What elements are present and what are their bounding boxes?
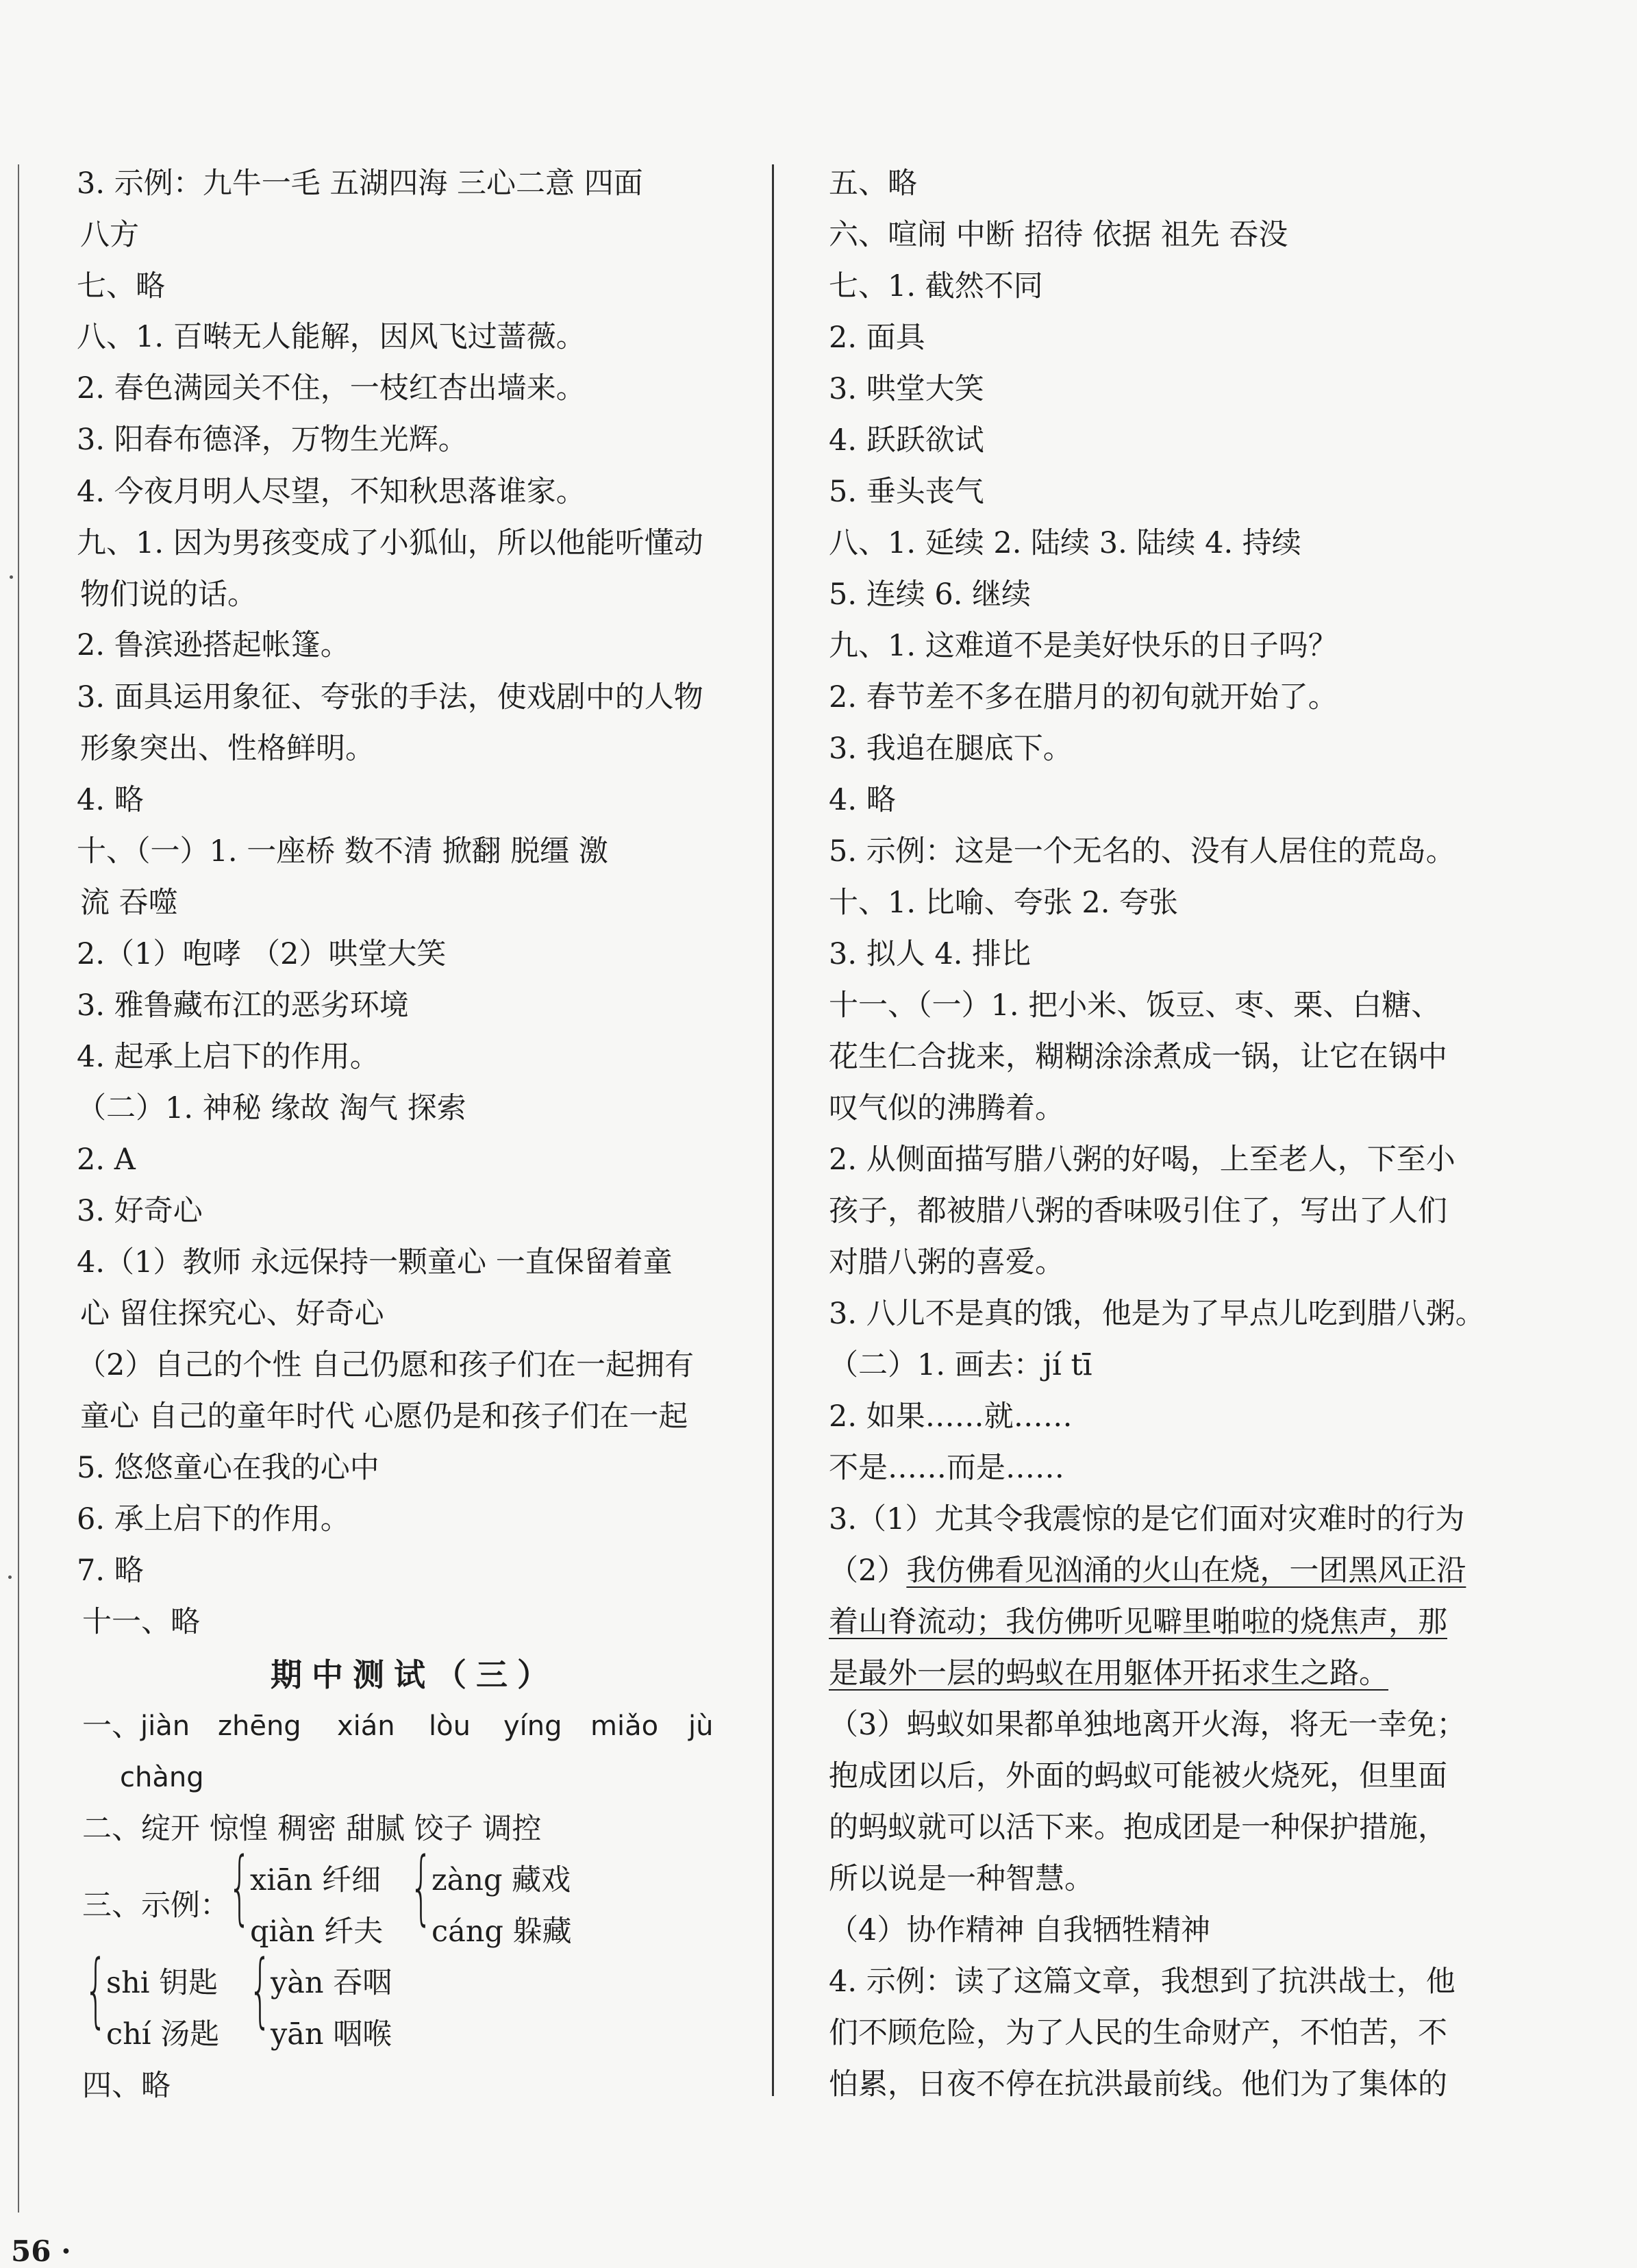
- answer-line: 花生仁合拢来，糊糊涂涂煮成一锅，让它在锅中: [829, 1040, 1447, 1074]
- answer-line: 流 吞噬: [80, 886, 178, 920]
- pinyin-word: jù: [688, 1710, 714, 1742]
- margin-dot: [8, 1575, 12, 1579]
- answer-line: 十、（一）1. 一座桥 数不清 掀翻 脱缰 激: [77, 834, 608, 869]
- answer-line: 叹气似的沸腾着。: [829, 1091, 1064, 1125]
- answer-line: 所以说是一种智慧。: [829, 1862, 1094, 1896]
- answer-line: 3. 我追在腿底下。: [829, 732, 1073, 766]
- answer-line: （3）蚂蚁如果都单独地离开火海，将无一幸免；: [829, 1708, 1466, 1742]
- answer-line: 九、1. 因为男孩变成了小狐仙，所以他能听懂动: [77, 526, 703, 560]
- answer-line: 3.（1）尤其令我震惊的是它们面对灾难时的行为: [829, 1502, 1465, 1536]
- answer-line: 九、1. 这难道不是美好快乐的日子吗？: [829, 629, 1338, 663]
- pinyin-word: miǎo: [590, 1710, 659, 1742]
- answer-line: 2. 从侧面描写腊八粥的好喝，上至老人，下至小: [829, 1143, 1455, 1177]
- answer-line: 八、1. 百啭无人能解，因风飞过蔷薇。: [77, 320, 586, 354]
- underlined-text: 我仿佛看见汹涌的火山在烧，一团黑风正沿: [906, 1554, 1466, 1588]
- answer-line: 6. 承上启下的作用。: [77, 1502, 350, 1536]
- answer-line: 4. 略: [829, 783, 896, 817]
- answer-line: 们不顾危险，为了人民的生命财产，不怕苦，不: [829, 2016, 1447, 2050]
- pinyin-word: xián: [337, 1710, 395, 1742]
- answer-line: 二、绽开 惊惶 稠密 甜腻 饺子 调控: [82, 1812, 542, 1846]
- polyphone-top: yàn 吞咽: [271, 1966, 392, 2000]
- answer-line: 的蚂蚁就可以活下来。抱成团是一种保护措施，: [829, 1810, 1447, 1845]
- underlined-text: 是最外一层的蚂蚁在用躯体开拓求生之路。: [829, 1656, 1388, 1691]
- answer-line: 十、1. 比喻、夸张 2. 夸张: [829, 886, 1179, 920]
- answer-line: 4. 略: [77, 783, 144, 817]
- pinyin-word: chàng: [120, 1762, 204, 1793]
- answer-line: 2. 春色满园关不住，一枝红杏出墙来。: [77, 371, 586, 406]
- answer-line: 八方: [80, 218, 139, 252]
- brace-icon: {: [249, 1942, 272, 2036]
- answer-line: 5. 连续 6. 继续: [829, 577, 1032, 612]
- pinyin-label: 一、: [82, 1709, 141, 1743]
- answer-line: 3. 面具运用象征、夸张的手法，使戏剧中的人物: [77, 680, 703, 714]
- answer-line: 4. 今夜月明人尽望，不知秋思落谁家。: [77, 475, 586, 509]
- answer-label: 三、示例：: [82, 1889, 229, 1923]
- left-margin-rule: [18, 164, 19, 2213]
- brace-icon: {: [410, 1839, 433, 1934]
- answer-line: 抱成团以后，外面的蚂蚁可能被火烧死，但里面: [829, 1759, 1447, 1793]
- answer-line: 形象突出、性格鲜明。: [80, 732, 375, 766]
- answer-line: 2. 春节差不多在腊月的初旬就开始了。: [829, 680, 1338, 714]
- answer-line: 3. 雅鲁藏布江的恶劣环境: [77, 988, 409, 1023]
- brace-icon: {: [84, 1942, 108, 2036]
- answer-line: 四、略: [82, 2069, 171, 2103]
- polyphone-top: xiān 纤细: [250, 1863, 382, 1897]
- answer-line: 2. A: [77, 1143, 136, 1177]
- answer-line: 八、1. 延续 2. 陆续 3. 陆续 4. 持续: [829, 526, 1301, 560]
- answer-line: 五、略: [829, 166, 917, 201]
- page-number: 56 ·: [11, 2234, 71, 2268]
- answer-line: 七、1. 截然不同: [829, 269, 1043, 303]
- polyphone-bottom: cáng 躲藏: [432, 1915, 572, 1949]
- answer-line: 童心 自己的童年时代 心愿仍是和孩子们在一起: [80, 1399, 688, 1434]
- answer-line: 2. 鲁滨逊搭起帐篷。: [77, 628, 350, 662]
- answer-line: 7. 略: [77, 1554, 144, 1588]
- answer-line: 2. 如果……就……: [829, 1399, 1073, 1434]
- answer-line: 3. 好奇心: [77, 1194, 203, 1228]
- answer-line: 3. 阳春布德泽，万物生光辉。: [77, 423, 468, 457]
- answer-line: 3. 八儿不是真的饿，他是为了早点儿吃到腊八粥。: [829, 1297, 1485, 1331]
- polyphone-top: zàng 藏戏: [432, 1863, 571, 1897]
- answer-line: 5. 垂头丧气: [829, 475, 984, 509]
- answer-line: （4）协作精神 自我牺牲精神: [829, 1913, 1211, 1947]
- answer-line: 4. 起承上启下的作用。: [77, 1040, 379, 1074]
- answer-line: 六、喧闹 中断 招待 依据 祖先 吞没: [829, 218, 1288, 252]
- pinyin-word: zhēng: [218, 1710, 301, 1742]
- answer-line: 2.（1）咆哮 （2）哄堂大笑: [77, 937, 447, 971]
- answer-line: [829, 1550, 1466, 1591]
- answer-line: 4.（1）教师 永远保持一颗童心 一直保留着童: [77, 1245, 673, 1280]
- answer-line: 心 留住探究心、好奇心: [80, 1297, 384, 1331]
- answer-line: 孩子，都被腊八粥的香味吸引住了，写出了人们: [829, 1194, 1447, 1228]
- polyphone-bottom: yān 咽喉: [271, 2017, 392, 2052]
- item-label: （2）: [829, 1554, 907, 1588]
- margin-dot: [10, 575, 13, 579]
- answer-line: [829, 1602, 1447, 1643]
- answer-line: 4. 示例：读了这篇文章，我想到了抗洪战士，他: [829, 1965, 1455, 1999]
- answer-line: 5. 示例：这是一个无名的、没有人居住的荒岛。: [829, 834, 1455, 869]
- answer-line: 5. 悠悠童心在我的心中: [77, 1451, 379, 1485]
- answer-line: 4. 跃跃欲试: [829, 423, 984, 458]
- answer-line: （二）1. 神秘 缘故 淘气 探索: [77, 1091, 466, 1125]
- answer-line: （二）1. 画去：jí tī: [829, 1348, 1092, 1382]
- section-heading: 期中测试（三）: [271, 1656, 558, 1693]
- pinyin-word: lòu: [429, 1710, 471, 1742]
- answer-line: 2. 面具: [829, 321, 925, 355]
- answer-line: 不是……而是……: [829, 1451, 1064, 1485]
- answer-line: 怕累，日夜不停在抗洪最前线。他们为了集体的: [829, 2067, 1447, 2102]
- pinyin-word: jiàn: [140, 1710, 190, 1742]
- answer-line: 七、略: [77, 269, 165, 303]
- pinyin-word: yíng: [503, 1710, 562, 1742]
- polyphone-top: shi 钥匙: [106, 1966, 218, 2000]
- answer-line: 十一、略: [82, 1605, 200, 1639]
- underlined-text: 着山脊流动；我仿佛听见噼里啪啦的烧焦声，那: [829, 1605, 1447, 1639]
- answer-line: 3. 示例：九牛一毛 五湖四海 三心二意 四面: [77, 166, 643, 201]
- brace-icon: {: [228, 1839, 251, 1934]
- answer-line: （2）自己的个性 自己仍愿和孩子们在一起拥有: [77, 1348, 695, 1382]
- answer-line: 3. 哄堂大笑: [829, 372, 984, 406]
- column-divider: [772, 164, 774, 2096]
- polyphone-bottom: chí 汤匙: [106, 2017, 220, 2052]
- answer-line: 物们说的话。: [80, 577, 257, 612]
- answer-line: 十一、（一）1. 把小米、饭豆、枣、栗、白糖、: [829, 988, 1441, 1023]
- polyphone-bottom: qiàn 纤夫: [250, 1915, 384, 1949]
- answer-line: [829, 1653, 1388, 1694]
- answer-line: 3. 拟人 4. 排比: [829, 937, 1032, 971]
- answer-line: 对腊八粥的喜爱。: [829, 1245, 1064, 1280]
